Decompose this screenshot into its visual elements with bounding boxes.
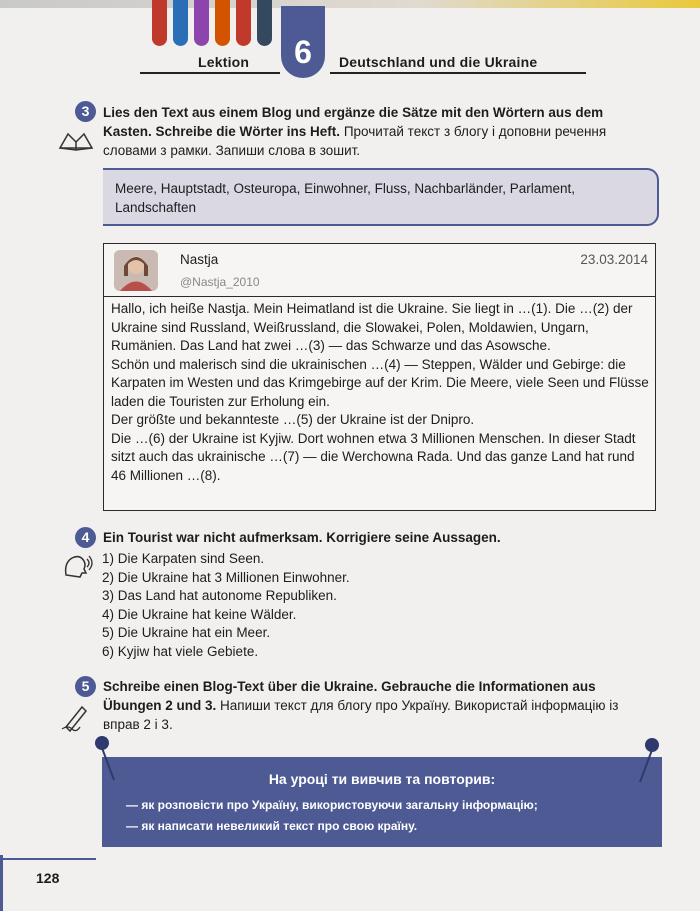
page-rule (0, 858, 96, 860)
summary-box (102, 757, 662, 847)
exercise3-instruction-uk: Прочитай текст з блогу і доповни речення словами з рамки. Запиши слова в зошит. (103, 124, 607, 158)
exercise-number-4: 4 (75, 527, 96, 548)
color-stripe (236, 0, 251, 46)
summary-item: — як розповісти про Україну, використовуючи загальну інформацію; (126, 798, 538, 812)
color-stripe (215, 0, 230, 46)
pen-writing-icon (60, 701, 92, 733)
lesson-label: Lektion (198, 54, 250, 70)
list-item: 4) Die Ukraine hat keine Wälder. (102, 606, 297, 622)
color-stripe (257, 0, 272, 46)
blog-handle: @Nastja_2010 (180, 275, 260, 289)
word-box (103, 168, 659, 226)
list-item: 3) Das Land hat autonome Republiken. (102, 588, 337, 603)
page-number: 128 (36, 870, 60, 886)
color-stripe (194, 0, 209, 46)
list-item: 6) Kyjiw hat viele Gebiete. (102, 643, 259, 659)
exercise-number-5: 5 (75, 676, 96, 697)
blog-paragraph: Der größte und bekannteste …(5) der Ukraine ist der Dnipro. (111, 412, 475, 427)
pin-icon (630, 736, 664, 786)
blog-paragraph: Schön und malerisch sind die ukrainischen …(4) — Steppen, Wälder und Gebirge: die Karpaten im Westen und das Krimgebirge auf der Krim. Die Meere, viele Seen und Flüsse laden die Touristen zur Erholung ein. (111, 356, 649, 409)
open-book-icon (58, 128, 94, 152)
exercise3-instruction-de: Lies den Text aus einem Blog und ergänze die Sätze mit den Wörtern aus dem Kasten. Schreibe die Wörter ins Heft. (103, 105, 604, 139)
blog-paragraph: Hallo, ich heiße Nastja. Mein Heimatland ist die Ukraine. Sie liegt in …(1). Die …(2) der Ukraine sind Russland, Weißrussland, die Slowakei, Polen, Moldawien, Ungarn, Rumänien. Das Land hat zwei …(3) — das Schwarze und das Asowsche. (111, 301, 633, 353)
chapter-title: Deutschland und die Ukraine (339, 54, 538, 70)
list-item: 2) Die Ukraine hat 3 Millionen Einwohner. (102, 569, 350, 585)
word-box-text: Meere, Hauptstadt, Osteuropa, Einwohner, Fluss, Nachbarländer, Parlament, Landschaften (115, 181, 575, 215)
exercise5-instruction-de: Schreibe einen Blog-Text über die Ukraine. Gebrauche die Informationen aus Übungen 2 und 3. (103, 679, 596, 713)
blog-post-card (103, 243, 656, 511)
color-stripe (173, 0, 188, 46)
exercise3-instruction (103, 103, 648, 160)
blog-date: 23.03.2014 (580, 252, 648, 267)
summary-title: На уроці ти вивчив та повторив: (268, 771, 496, 787)
pin-icon (90, 734, 124, 784)
list-item: 1) Die Karpaten sind Seen. (102, 551, 265, 566)
blog-paragraph: Die …(6) der Ukraine ist Kyjiw. Dort wohnen etwa 3 Millionen Menschen. In dieser Stadt sitzt auch das ukrainische …(7) — die Werchowna Rada. Und das ganze Land hat rund 46 Millionen …(8). (111, 430, 636, 483)
top-color-band (0, 0, 700, 8)
statements-list (102, 550, 350, 661)
summary-item: — як написати невеликий текст про свою країну. (126, 819, 418, 833)
avatar-photo (114, 250, 158, 291)
blog-author: Nastja (180, 252, 219, 267)
exercise5-instruction-uk: Напиши текст для блогу про Україну. Використай інформацію із вправ 2 і 3. (103, 698, 619, 732)
blog-text (111, 300, 651, 485)
lesson-number: 6 (294, 34, 312, 70)
page-side-rule (0, 855, 3, 911)
avatar (114, 250, 158, 291)
exercise5-instruction (103, 677, 648, 734)
exercise4-instruction-de: Ein Tourist war nicht aufmerksam. Korrigiere seine Aussagen. (103, 530, 501, 545)
blog-header (104, 244, 655, 297)
exercise4-instruction (103, 528, 648, 547)
color-stripe (152, 0, 167, 46)
exercise-number-3: 3 (75, 101, 96, 122)
list-item: 5) Die Ukraine hat ein Meer. (102, 625, 271, 640)
speech-head-icon (62, 553, 94, 579)
